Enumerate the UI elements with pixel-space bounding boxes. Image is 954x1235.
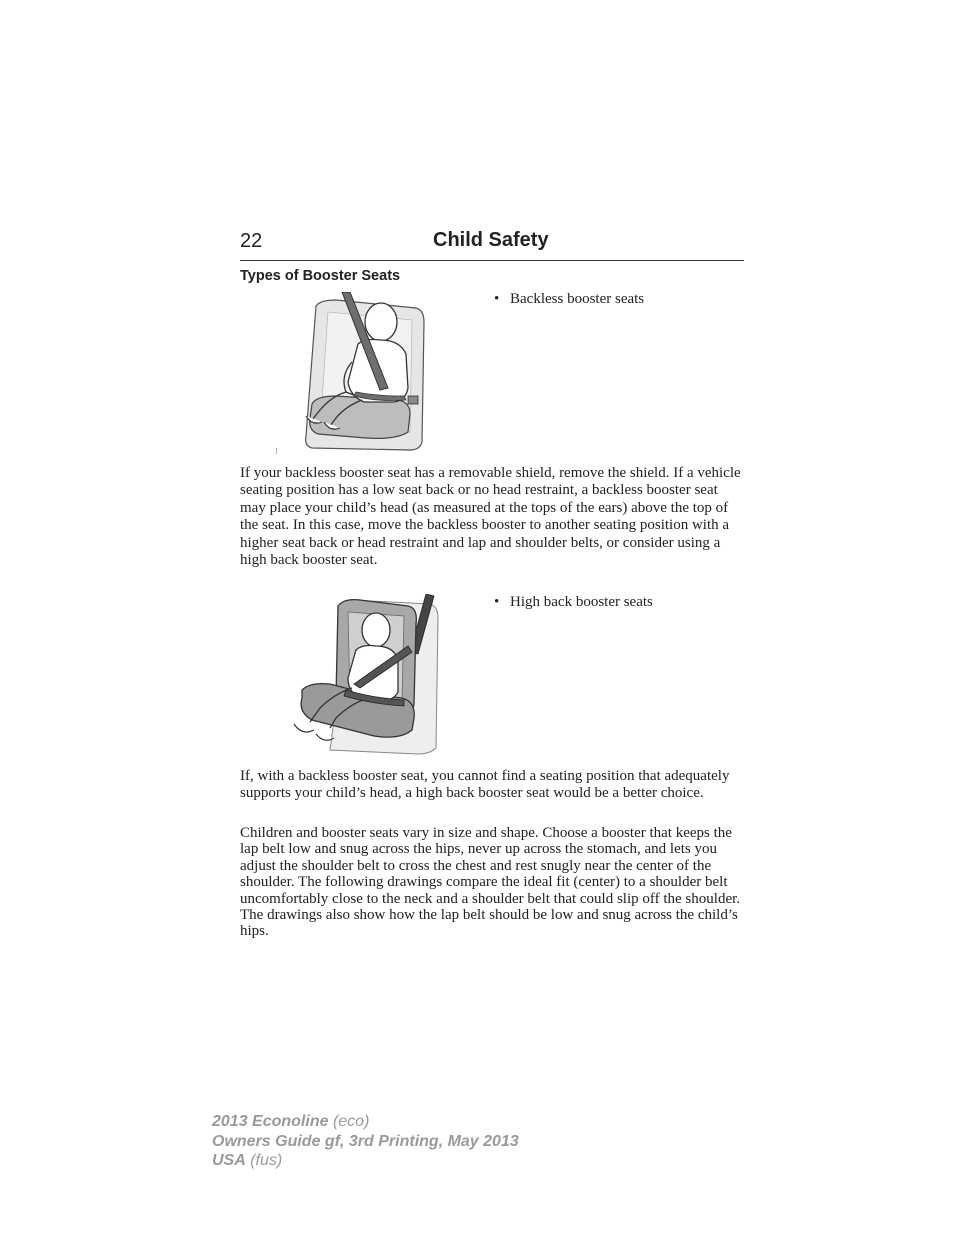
footer-line	[212, 1151, 519, 1171]
footer-market-code: (fus)	[245, 1152, 283, 1169]
backless-booster-seat-illustration	[276, 292, 436, 456]
page-footer	[212, 1112, 519, 1171]
body-paragraph: Children and booster seats vary in size and shape. Choose a booster that keeps the lap belt low and snug across the hips, never up across the stomach, and lets you adjust the shoulder belt to cross the chest and rest snugly near the center of the shoulder. The following drawings compare the ideal fit (center) to a shoulder belt uncomfortably close to the neck and a shoulder belt that could slip off the shoulder. The drawings also show how the lap belt should be low and snug across the child’s hips.	[240, 825, 741, 940]
bullet-glyph: •	[494, 291, 500, 307]
bullet-glyph: •	[494, 594, 500, 610]
footer-model: 2013 Econoline	[212, 1113, 329, 1130]
chapter-title: Child Safety	[433, 229, 549, 251]
list-item	[494, 291, 644, 308]
section-heading: Types of Booster Seats	[240, 268, 401, 284]
body-paragraph: If, with a backless booster seat, you cannot find a seating position that adequately supports your child’s head, a high back booster seat would be a better choice.	[240, 768, 730, 802]
footer-line	[212, 1112, 519, 1132]
page-number: 22	[240, 230, 263, 252]
list-item	[494, 594, 653, 611]
body-paragraph: If your backless booster seat has a removable shield, remove the shield. If a vehicle seating position has a low seat back or no head restraint, a backless booster seat may place your child’s head (as measured at the tops of the ears) above the top of the seat. In this case, move the backless booster to another seating position with a higher seat back or head restraint and lap and shoulder belts, or consider using a high back booster seat.	[240, 465, 741, 569]
footer-model-code: (eco)	[328, 1113, 370, 1130]
list-item-label: High back booster seats	[510, 594, 653, 610]
high-back-booster-seat-illustration	[290, 594, 440, 756]
list-item-label: Backless booster seats	[510, 291, 645, 307]
page-header	[240, 228, 744, 261]
footer-line: Owners Guide gf, 3rd Printing, May 2013	[212, 1132, 519, 1150]
footer-market: USA	[212, 1152, 246, 1169]
